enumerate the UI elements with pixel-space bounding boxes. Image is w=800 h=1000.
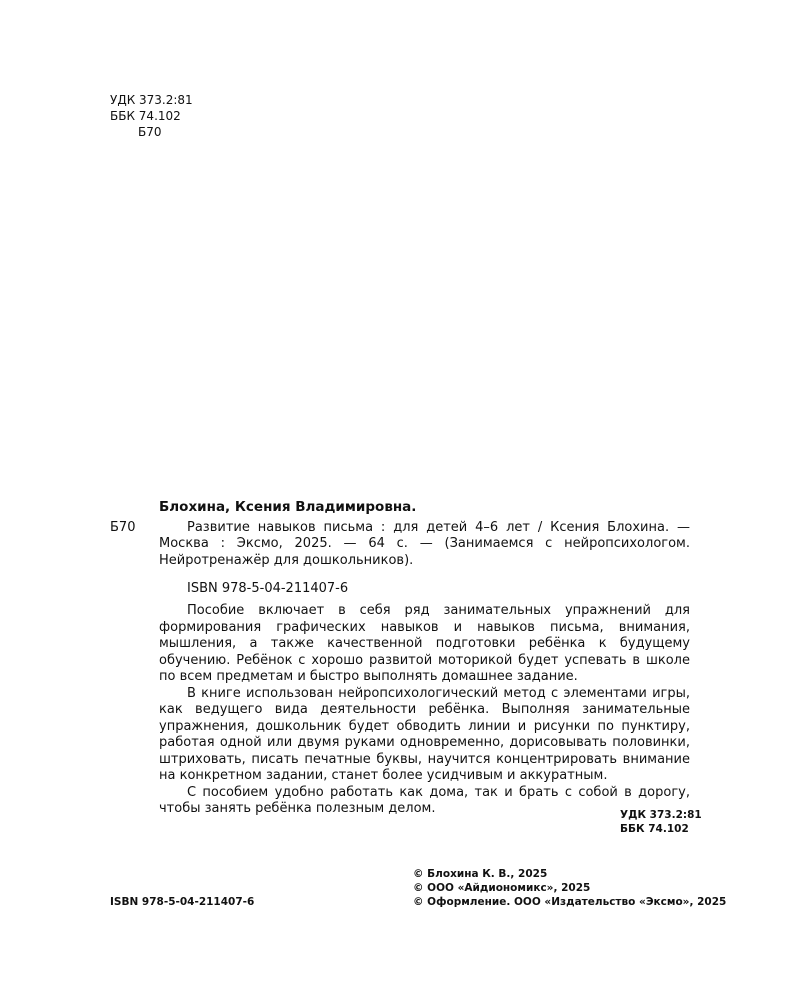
record-author: Блохина, Ксения Владимировна. xyxy=(159,499,417,515)
bbk-code-footer: ББК 74.102 xyxy=(620,823,689,835)
record-title-line-3: Нейротренажёр для дошкольников). xyxy=(159,552,414,568)
classification-header xyxy=(110,92,193,140)
annotation xyxy=(159,603,690,818)
annotation-paragraph-1: Пособие включает в себя ряд занимательных упражнений для формирования графических навыков и навыков письма, внимания, мышления, а также качественной подготовки ребёнка к будущему обучению. Ребёнок с хорошо развитой моторикой будет успевать в школе по всем предметам и быстро выполнять домашнее задание. xyxy=(159,603,690,684)
record-isbn: ISBN 978-5-04-211407-6 xyxy=(187,581,349,596)
author-mark: Б70 xyxy=(138,125,162,139)
record-author-mark: Б70 xyxy=(110,520,136,535)
record-title-line-1: Развитие навыков письма : для детей 4–6 лет / Ксения Блохина. — xyxy=(187,519,690,535)
bbk-code: ББК 74.102 xyxy=(110,109,181,123)
udk-code: УДК 373.2:81 xyxy=(110,93,193,107)
copyright-author: © Блохина К. В., 2025 xyxy=(413,868,548,880)
bibliographic-record xyxy=(159,499,690,598)
udk-code-footer: УДК 373.2:81 xyxy=(620,809,702,821)
record-title-line-2: Москва : Эксмо, 2025. — 64 с. — (Занимаемся с нейропсихологом. xyxy=(159,536,690,551)
copyright-block xyxy=(413,867,726,909)
copyright-eksmo: © Оформление. ООО «Издательство «Эксмо», 2025 xyxy=(413,896,727,908)
annotation-paragraph-3: С пособием удобно работать как дома, так и брать с собой в дорогу, чтобы занять ребёнка полезным делом. xyxy=(159,784,690,816)
footer-isbn: ISBN 978-5-04-211407-6 xyxy=(110,896,255,908)
copyright-aydionomiks: © ООО «Айдиономикс», 2025 xyxy=(413,882,591,894)
annotation-paragraph-2: В книге использован нейропсихологический метод с элементами игры, как ведущего вида деятельности ребёнка. Выполняя занимательные упражнения, дошкольник будет обводить линии и рисунки по пунктиру, работая одной или двумя руками одновременно, дорисовывать половинки, штриховать, писать печатные буквы, научится концентрировать внимание на конкретном задании, станет более усидчивым и аккуратным. xyxy=(159,685,690,783)
classification-footer xyxy=(620,808,702,836)
record-title xyxy=(159,520,690,570)
